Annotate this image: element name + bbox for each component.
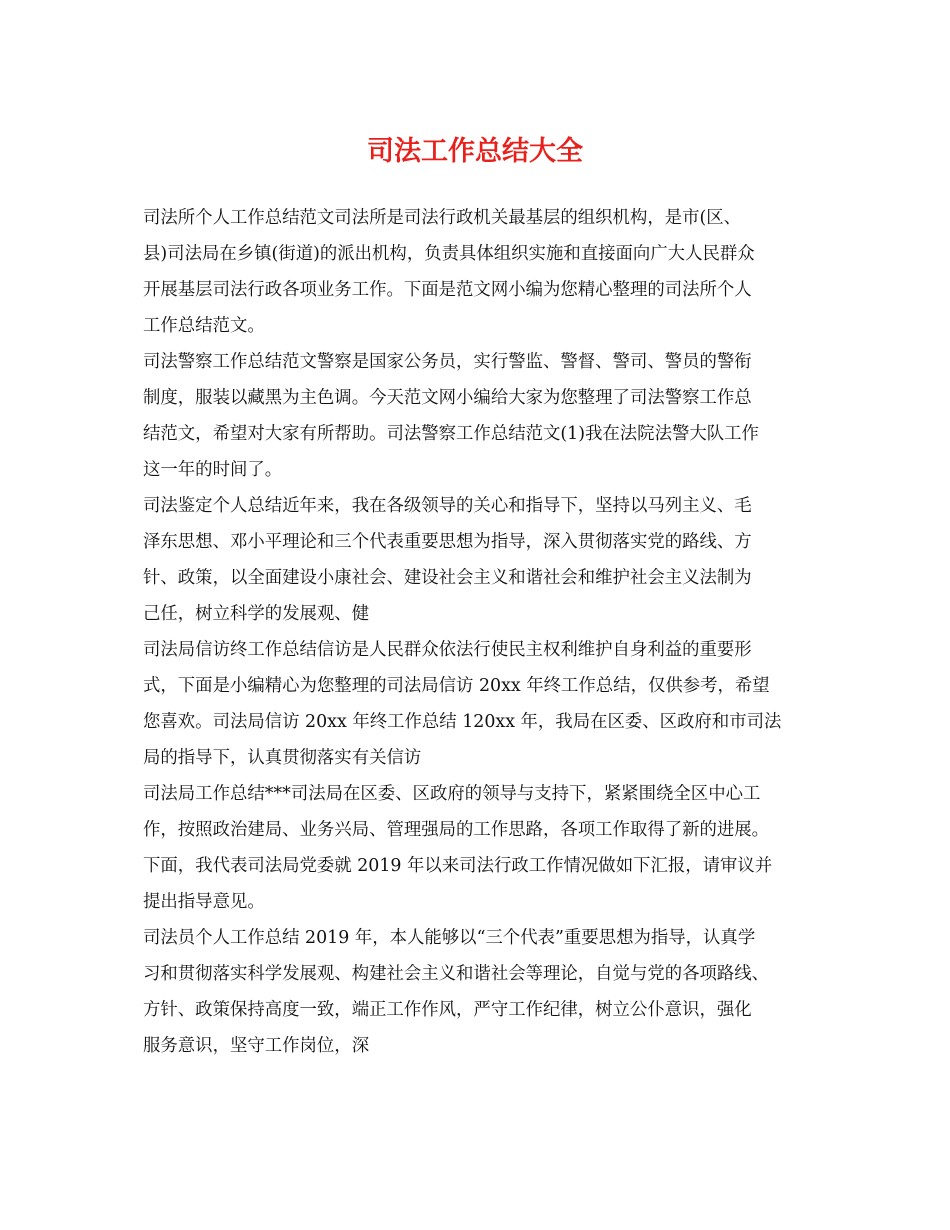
document-body bbox=[143, 200, 811, 1064]
text-line: 县)司法局在乡镇(街道)的派出机构，负责具体组织实施和直接面向广大人民群众 bbox=[143, 244, 755, 264]
text-line: 司法局工作总结***司法局在区委、区政府的领导与支持下，紧紧围绕全区中心工 bbox=[143, 784, 761, 804]
text-line: 结范文，希望对大家有所帮助。司法警察工作总结范文(1)我在法院法警大队工作 bbox=[143, 424, 759, 444]
text-line: 司法鉴定个人总结近年来，我在各级领导的关心和指导下，坚持以马列主义、毛 bbox=[143, 496, 752, 516]
text-line: 泽东思想、邓小平理论和三个代表重要思想为指导，深入贯彻落实党的路线、方 bbox=[143, 532, 752, 552]
text-line: 这一年的时间了。 bbox=[143, 460, 283, 480]
text-line: 司法局信访终工作总结信访是人民群众依法行使民主权利维护自身利益的重要形 bbox=[143, 640, 752, 660]
text-line: 方针、政策保持高度一致，端正工作作风，严守工作纪律，树立公仆意识，强化 bbox=[143, 1000, 752, 1020]
paragraph-judicial-staff-summary bbox=[143, 920, 811, 1064]
document-title: 司法工作总结大全 bbox=[367, 136, 583, 167]
paragraph-judicial-office-summary bbox=[143, 200, 811, 344]
text-line: 习和贯彻落实科学发展观、构建社会主义和谐社会等理论，自觉与党的各项路线、 bbox=[143, 964, 770, 984]
paragraph-judicial-police-summary bbox=[143, 344, 811, 488]
text-line: 司法警察工作总结范文警察是国家公务员，实行警监、警督、警司、警员的警衔 bbox=[143, 352, 752, 372]
text-line: 您喜欢。司法局信访 20xx 年终工作总结 120xx 年，我局在区委、区政府和市司法 bbox=[143, 712, 782, 732]
text-line: 针、政策，以全面建设小康社会、建设社会主义和谐社会和维护社会主义法制为 bbox=[143, 568, 752, 588]
text-line: 司法员个人工作总结 2019 年，本人能够以“三个代表”重要思想为指导，认真学 bbox=[143, 928, 756, 948]
text-line: 局的指导下，认真贯彻落实有关信访 bbox=[143, 748, 422, 768]
text-line: 下面，我代表司法局党委就 2019 年以来司法行政工作情况做如下汇报，请审议并 bbox=[143, 856, 773, 876]
paragraph-justice-bureau-summary bbox=[143, 776, 811, 920]
text-line: 司法所个人工作总结范文司法所是司法行政机关最基层的组织机构，是市(区、 bbox=[143, 208, 742, 228]
text-line: 己任，树立科学的发展观、健 bbox=[143, 604, 370, 624]
text-line: 服务意识，坚守工作岗位，深 bbox=[143, 1036, 370, 1056]
text-line: 提出指导意见。 bbox=[143, 892, 265, 912]
text-line: 作，按照政治建局、业务兴局、管理强局的工作思路，各项工作取得了新的进展。 bbox=[143, 820, 770, 840]
text-line: 制度，服装以藏黑为主色调。今天范文网小编给大家为您整理了司法警察工作总 bbox=[143, 388, 752, 408]
text-line: 式，下面是小编精心为您整理的司法局信访 20xx 年终工作总结，仅供参考，希望 bbox=[143, 676, 770, 696]
paragraph-judicial-appraisal-summary bbox=[143, 488, 811, 632]
paragraph-petition-summary bbox=[143, 632, 811, 776]
text-line: 工作总结范文。 bbox=[143, 316, 265, 336]
text-line: 开展基层司法行政各项业务工作。下面是范文网小编为您精心整理的司法所个人 bbox=[143, 280, 752, 300]
